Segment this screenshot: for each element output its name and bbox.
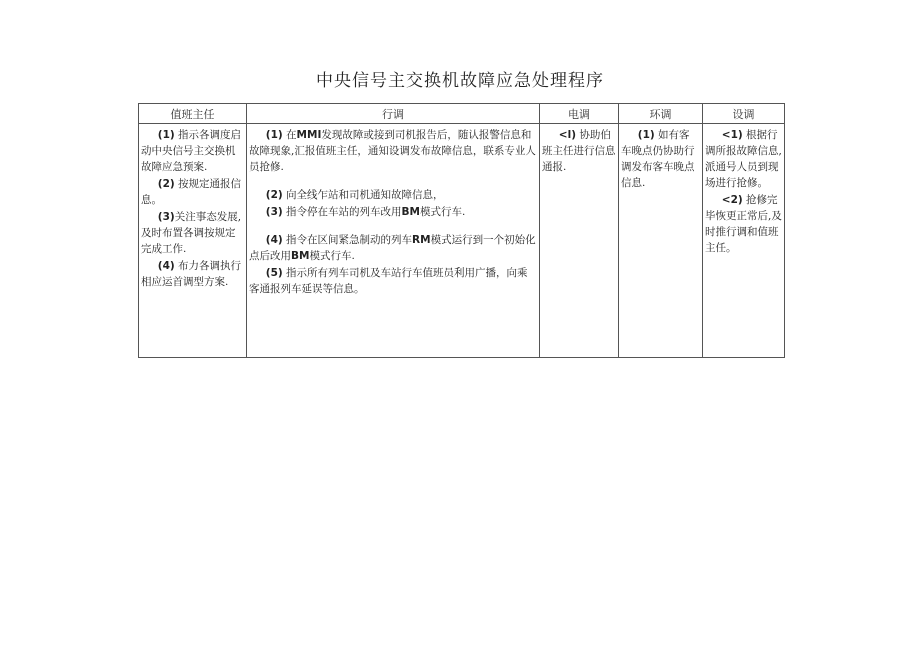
procedure-table: [138, 103, 785, 358]
list-item: (3)关注事态发展,及时布置各调按规定完成工作.: [141, 211, 242, 255]
content-row: [139, 124, 785, 358]
list-item: (4) 布力各调执行相应运首调型方案.: [141, 260, 242, 288]
duty-director-cell: [139, 124, 247, 358]
list-item: (1) 在MMI发现故障或接到司机报告后，随认报警信息和故障现象,汇报值班主任，通知设调发布故障信息，联系专业人员抢修.: [249, 129, 536, 173]
list-item: (1) 如有客车晚点仍协助行调发布客车晚点信息.: [621, 129, 695, 189]
header-row: [139, 104, 785, 124]
header-train-dispatcher: 行调: [247, 104, 540, 124]
list-item: <2) 抢修完毕恢更正常后,及时推行调和值班主任。: [705, 194, 782, 254]
list-item: (3) 指令停在车站的列车改用BM模式行车.: [265, 206, 466, 218]
list-item: (4) 指令在区间紧急制动的列车RM模式运行到一个初始化点后改用BM模式行车.: [249, 234, 536, 262]
header-duty-director: 值班主任: [139, 104, 247, 124]
list-item: <1) 根据行调所报故障信息, 派通号人员到现场进行抢修。: [705, 129, 782, 189]
list-item: (1) 指示各调度启动中央信号主交换机故障应急预案.: [141, 129, 242, 173]
header-env-dispatcher: 环调: [619, 104, 703, 124]
list-item: <l) 协助伯班主任进行信息通报.: [542, 129, 616, 173]
document-title: 中央信号主交换机故障应急处理程序: [316, 71, 604, 91]
power-dispatcher-cell: [540, 124, 619, 358]
header-power-dispatcher: 电调: [540, 104, 619, 124]
list-item: (5) 指示所有列车司机及车站行车值班员利用广播，向乘客通报列车延误等信息。: [249, 267, 528, 295]
list-item: (2) 按规定通报信息。: [141, 178, 242, 206]
list-item: (2) 向全线乍站和司机通知故障信息，: [265, 189, 444, 201]
equip-dispatcher-cell: [703, 124, 785, 358]
header-equip-dispatcher: 设调: [703, 104, 785, 124]
env-dispatcher-cell: [619, 124, 703, 358]
train-dispatcher-cell: [247, 124, 540, 358]
